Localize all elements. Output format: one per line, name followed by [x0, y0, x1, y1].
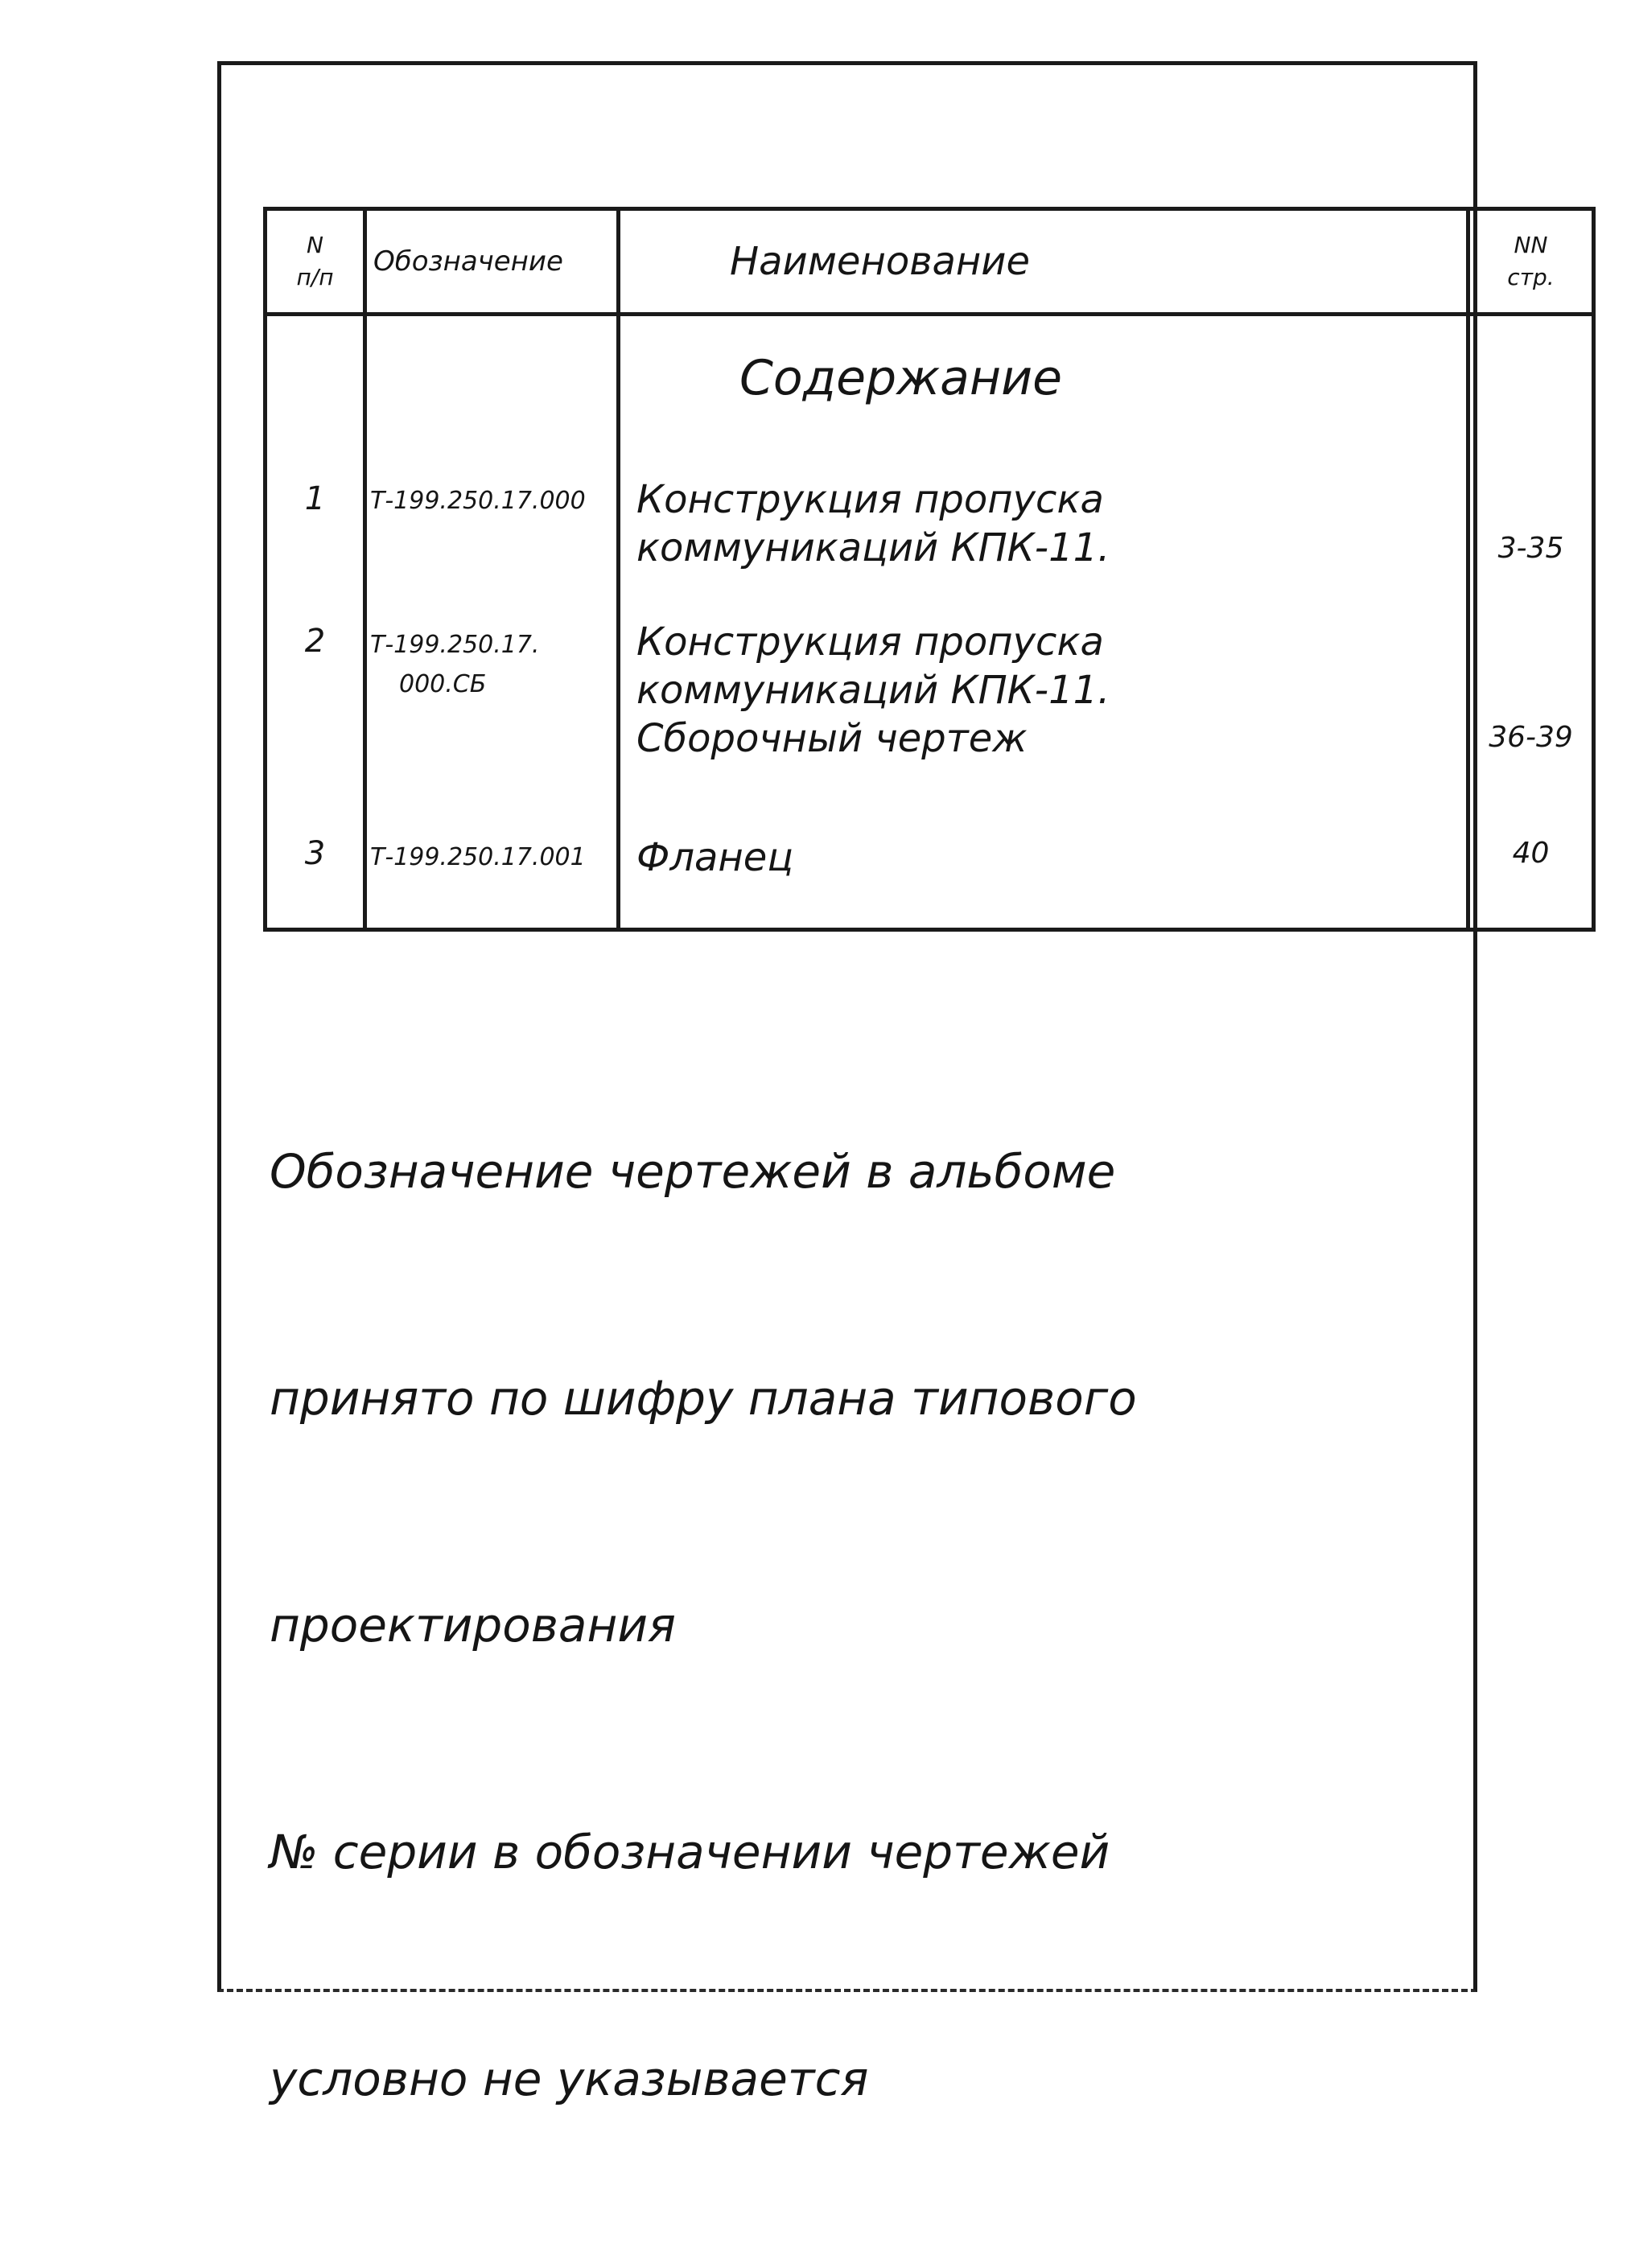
empty-cell — [1468, 315, 1594, 470]
row-code-line: 000.СБ — [399, 670, 487, 698]
section-title-cell — [619, 315, 1468, 470]
header-pages: NN стр. — [1468, 209, 1594, 315]
row-pages: 40 — [1512, 837, 1550, 870]
row-number: 1 — [304, 480, 326, 517]
row-pages-cell — [1468, 827, 1594, 930]
section-title: Содержание — [739, 350, 1063, 406]
row-number-cell — [266, 618, 365, 827]
row-pages: 3-35 — [1497, 532, 1564, 565]
row-name-cell — [619, 469, 1468, 618]
row-number: 2 — [304, 623, 326, 660]
row-code: Т-199.250.17.000 — [370, 487, 586, 515]
row-pages-cell — [1468, 469, 1594, 618]
row-pages: 36-39 — [1489, 721, 1573, 754]
note-line: Обозначение чертежей в альбоме — [270, 1144, 1116, 1199]
note-line: условно не указывается — [270, 2052, 869, 2106]
row-code: Т-199.250.17.001 — [370, 843, 586, 871]
note-line: принято по шифру плана типового — [270, 1371, 1137, 1426]
header-name: Наименование — [619, 209, 1468, 315]
table-row — [266, 618, 1594, 827]
table-row — [266, 827, 1594, 930]
empty-cell — [266, 315, 365, 470]
row-code-cell — [365, 618, 619, 827]
row-number-cell — [266, 469, 365, 618]
note-line: проектирования — [270, 1598, 676, 1653]
section-title-row — [266, 315, 1594, 470]
empty-cell — [365, 315, 619, 470]
table-row — [266, 469, 1594, 618]
row-number: 3 — [304, 835, 326, 872]
row-number-cell — [266, 827, 365, 930]
header-number: N п/п — [266, 209, 365, 315]
contents-table — [263, 207, 1596, 932]
row-pages-cell — [1468, 618, 1594, 827]
document-sheet — [217, 61, 1573, 2106]
row-code-cell — [365, 827, 619, 930]
row-code-line: Т-199.250.17. — [370, 631, 540, 659]
header-designation: Обозначение — [365, 209, 619, 315]
row-name-line: Сборочный чертеж — [636, 716, 1028, 761]
note-line: № серии в обозначении чертежей — [270, 1825, 1110, 1879]
row-name-cell — [619, 618, 1468, 827]
table-header-row — [266, 209, 1594, 315]
row-code-cell — [365, 469, 619, 618]
row-name-line: Фланец — [636, 835, 793, 880]
row-name-line: коммуникаций КПК-11. — [636, 525, 1110, 570]
row-name-line: Конструкция пропуска — [636, 477, 1104, 522]
row-name-cell — [619, 827, 1468, 930]
row-name-line: коммуникаций КПК-11. — [636, 668, 1110, 713]
notes-block — [270, 982, 1137, 2268]
row-name-line: Конструкция пропуска — [636, 619, 1104, 665]
